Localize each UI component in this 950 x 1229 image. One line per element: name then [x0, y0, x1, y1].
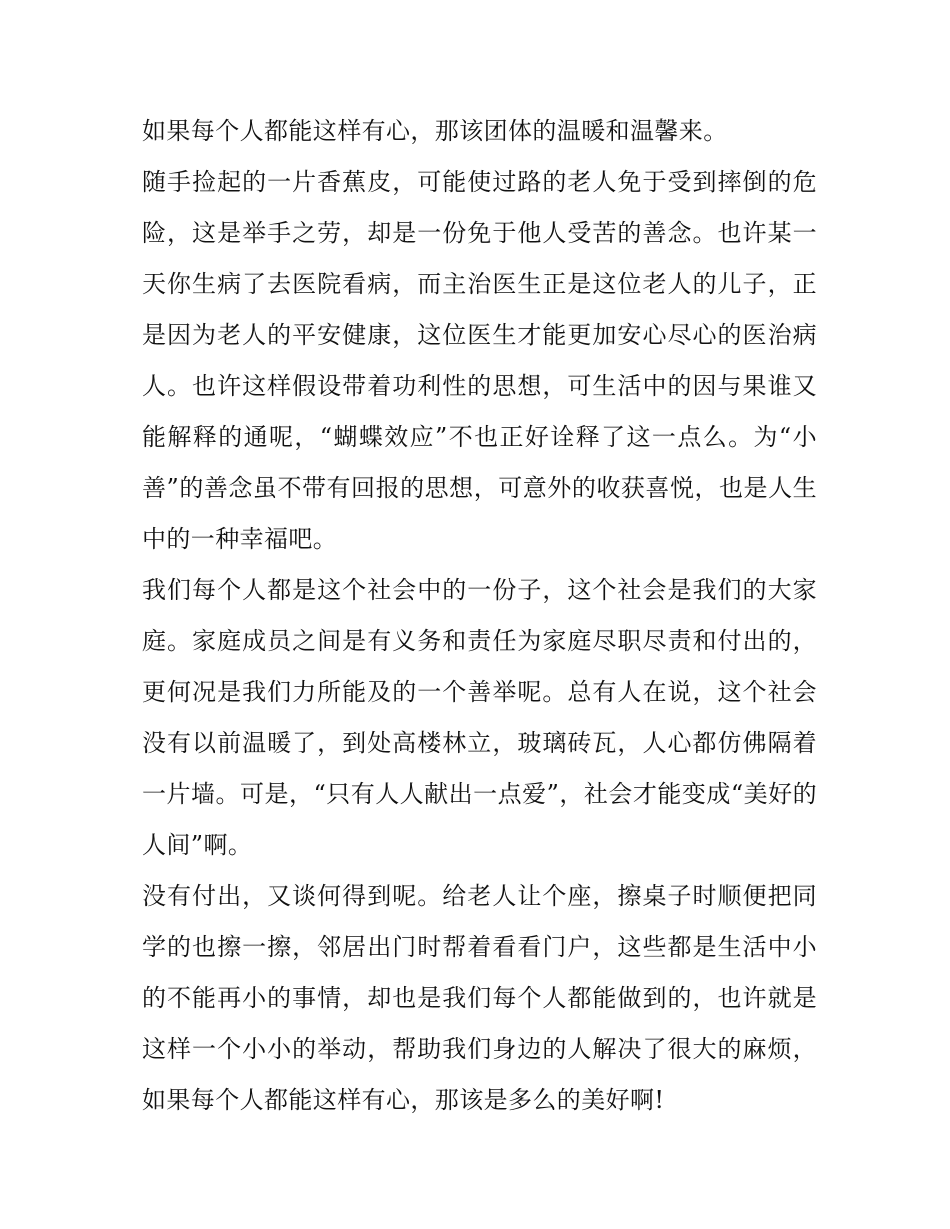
paragraph-4: 没有付出，又谈何得到呢。给老人让个座，擦桌子时顺便把同学的也擦一擦，邻居出门时帮着看看门户，这些都是生活中小的不能再小的事情，却也是我们每个人都能做到的，也许就是这样一个小小的举动，帮助我们身边的人解决了很大的麻烦，如果每个人都能这样有心，那该是多么的美好啊!: [142, 882, 817, 1114]
paragraph-1: 如果每个人都能这样有心，那该团体的温暖和温馨来。: [142, 117, 728, 145]
document-body: [142, 106, 817, 1126]
paragraph-2: 随手捡起的一片香蕉皮，可能使过路的老人免于受到摔倒的危险，这是举手之劳，却是一份免于他人受苦的善念。也许某一天你生病了去医院看病，而主治医生正是这位老人的儿子，正是因为老人的平安健康，这位医生才能更加安心尽心的医治病人。也许这样假设带着功利性的思想，可生活中的因与果谁又能解释的通呢，“蝴蝶效应”不也正好诠释了这一点么。为“小善”的善念虽不带有回报的思想，可意外的收获喜悦，也是人生中的一种幸福吧。: [142, 168, 817, 553]
paragraph-3: 我们每个人都是这个社会中的一份子，这个社会是我们的大家庭。家庭成员之间是有义务和责任为家庭尽职尽责和付出的，更何况是我们力所能及的一个善举呢。总有人在说，这个社会没有以前温暖了，到处高楼林立，玻璃砖瓦，人心都仿佛隔着一片墙。可是，“只有人人献出一点爱”，社会才能变成“美好的人间”啊。: [142, 576, 817, 859]
